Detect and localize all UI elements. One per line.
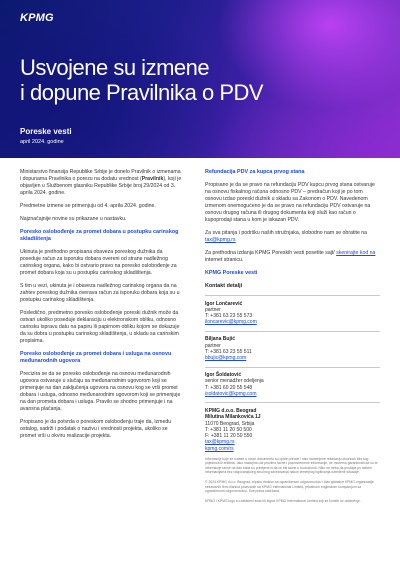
section-heading-customs: Poresko oslobođenje za promet dobara u postupku carinskog skladištenja	[20, 229, 179, 242]
contact-email-link[interactable]: bbujic@kpmg.com	[205, 355, 247, 362]
contact-name: Igor Lončarević	[205, 300, 243, 307]
newsletter-name: Poreske vesti	[20, 127, 72, 136]
kpmg-logo: KPMG	[20, 12, 54, 24]
intro-text-b: ), koji je objavljen u Službenom glasniku Republike Srbije broj 29/2024 od 3. aprila 2024. godine.	[20, 176, 182, 196]
divider	[205, 367, 380, 368]
contact-card	[205, 372, 380, 397]
divider	[205, 331, 380, 332]
contacts-heading: Kontakt detalji	[205, 283, 243, 289]
intro-paragraph	[20, 169, 182, 197]
intro-bold: Pravilnik	[141, 176, 164, 182]
office-name: KPMG d.o.o. Beograd	[205, 407, 257, 414]
effective-date-paragraph: Predmetne izmene se primenjuju od 4. aprila 2024. godine.	[20, 203, 156, 209]
contact-name: Biljana Bujić	[205, 336, 236, 343]
customs-paragraph-2: S tim u vezi, ukinuta je i obaveza nadležnog carinskog organa da na zahtev poreskog dužnika overava račun za isporuku dobara koja su u postupku carinskog skladištenja.	[20, 283, 180, 303]
office-phone: T: +381 11 20 50 500	[205, 426, 252, 433]
office-city: 11070 Beograd, Srbija	[205, 420, 255, 427]
copyright-text: © 2024 KPMG d.o.o. Beograd, srpsko društvo sa ograničenom odgovornošću i član globalne KPMG organizacije nezavisnih firmi članica povezanih sa KPMG International Limited, privatnom engleskom kompanijom sa ograničenom odgovornošću. Sva prava zadržana.	[205, 480, 374, 493]
page-title	[20, 55, 340, 105]
section-heading-treaties: Poresko oslobođenje za promet dobara i usluga na osnovu međunarodnih ugovora	[20, 351, 172, 364]
summary-paragraph: Najznačajnije novine su prikazane u nastavku.	[20, 216, 127, 222]
archive-text-a: Za prethodna izdanja KPMG Poreskih vesti posetite sajt/	[205, 250, 337, 256]
contact-name: Igor Šoldatović	[205, 372, 242, 379]
trademark-text: KPMG i KPMG logo su zaštićeni znaci ili žigovi KPMG International Limited koji se koriste uz odobrenje.	[205, 499, 361, 504]
divider	[205, 402, 380, 403]
contact-phone: T: +381 60 20 55 548	[205, 384, 253, 391]
archive-paragraph	[205, 250, 380, 264]
archive-text-b: internet stranicu.	[205, 257, 244, 263]
issue-date: april 2024. godine	[20, 139, 64, 145]
left-column	[20, 169, 182, 446]
contact-phone: T: +381 63 23 55 573	[205, 313, 253, 320]
right-column	[205, 169, 380, 509]
contact-card	[205, 336, 380, 361]
disclaimer-text: Informacije koje se nalaze u ovom dokumentu su opšte prirode i nisu namenjene rešavanju okolnosti bilo kog pojedinca ili entiteta. Iako nastojimo da pružimo tačne i pravovremene informacije, ne možemo garantovati da su te informacije tačne na dan kada su primljene ili da će biti tačne u budućnosti. Niko ne treba da postupa po takvim informacijama bez odgovarajućeg stručnog savetovanja nakon temeljnog ispitivanja određene situacije.	[205, 457, 378, 474]
office-email-link[interactable]: tax@kpmg.rs	[205, 439, 235, 446]
customs-paragraph-1: Ukinuta je prethodno propisana obaveza poreskog dužnika da poseduje račun za isporuku dobara overeni od strane nadležnog carinskog organa, kako bi ostvario pravo na poresko oslobođenje za promet dobara koja su u postupku carinskog skladištenja.	[20, 249, 177, 276]
divider	[205, 295, 380, 296]
news-series-title: KPMG Poreske vesti	[205, 270, 258, 276]
contact-text: Za sva pitanja i podršku naših stručnjaka, slobodno nam se obratite na	[205, 230, 368, 236]
office-address	[205, 408, 380, 452]
archive-link[interactable]: skenirajte kod na	[336, 250, 376, 256]
contact-phone: T: +381 63 23 55 511	[205, 348, 252, 355]
refund-paragraph: Propisano je da se pravo na refundaciju PDV kupcu prvog stana ostvaruje na osnovu fiskalnog računa odnosno PDV – predračun koji je po tom osnovu izdao poreski dužnik u skladu sa Zakonom o PDV. Navedenom izmenom onemogućeno je da se pravo na refundaciju PDV ostvaruje na osnovu drugog računa ili drugog dokumenta koji služi kao račun o kupoprodaji stana u kom je iskazan PDV.	[205, 182, 375, 223]
intro-text-a: Ministarstvo finansija Republike Srbije je donelo Pravilnik o izmenama i dopunama Pravilnika o porezu na dodatu vrednost (	[20, 169, 181, 182]
office-street: Milutina Milankovića 1J	[205, 414, 261, 421]
hero-banner	[0, 0, 400, 158]
section-heading-refund: Refundacija PDV za kupca prvog stana	[205, 169, 305, 175]
contact-email-link[interactable]: iloncarevic@kpmg.com	[205, 319, 257, 326]
website-link[interactable]: kpmg.com/rs	[205, 445, 234, 452]
contact-role: senior menadžer odeljenja	[205, 378, 264, 385]
contact-paragraph	[205, 230, 380, 244]
treaties-paragraph-1: Precizira se da se poresko oslobođenje na osnovu međunarodnih ugovora ostvaruje u slučaju sa međunarodnim ugovorom koji se primenjuje na dan zaključenja ugovora na osnovu kog se vrši promet dobara i usluga, odnosno međunarodnim ugovorom koji se primenjuje na dan prometa dobara i usluga. Pravilo se shodno primenjuje i na avansna plaćanja.	[20, 371, 181, 412]
contact-card	[205, 301, 380, 326]
contact-role: partner	[205, 342, 221, 349]
treaties-paragraph-2: Propisano je da potvrda o poreskom oslobođenju traje da, između ostalog, sadrži i podatak o nazivu i vrednosti projekta, ukoliko se promet vrši u okviru realizacije projekta.	[20, 419, 172, 439]
contact-email-link[interactable]: isoldatovic@kpmg.com	[205, 391, 257, 398]
title-line-1: Usvojene su izmene	[20, 55, 210, 80]
customs-paragraph-3: Posledično, predmetno poresko oslobođenje poreski dužnik može da ostvari ukoliko poseduje deklaraciju u elektronskom obliku, odnosno carinsku ispravu datu na papiru ili papirnom obliku kojom se dokazuje da su dobra u postupku carinskog skladištenja, u skladu sa carinskim propisima.	[20, 310, 180, 344]
title-line-2: i dopune Pravilnika o PDV	[20, 80, 264, 105]
tax-email-link[interactable]: tax@kpmg.rs	[205, 237, 236, 243]
office-fax: F: +381 11 20 50 550	[205, 433, 253, 440]
contact-role: partner	[205, 306, 221, 313]
